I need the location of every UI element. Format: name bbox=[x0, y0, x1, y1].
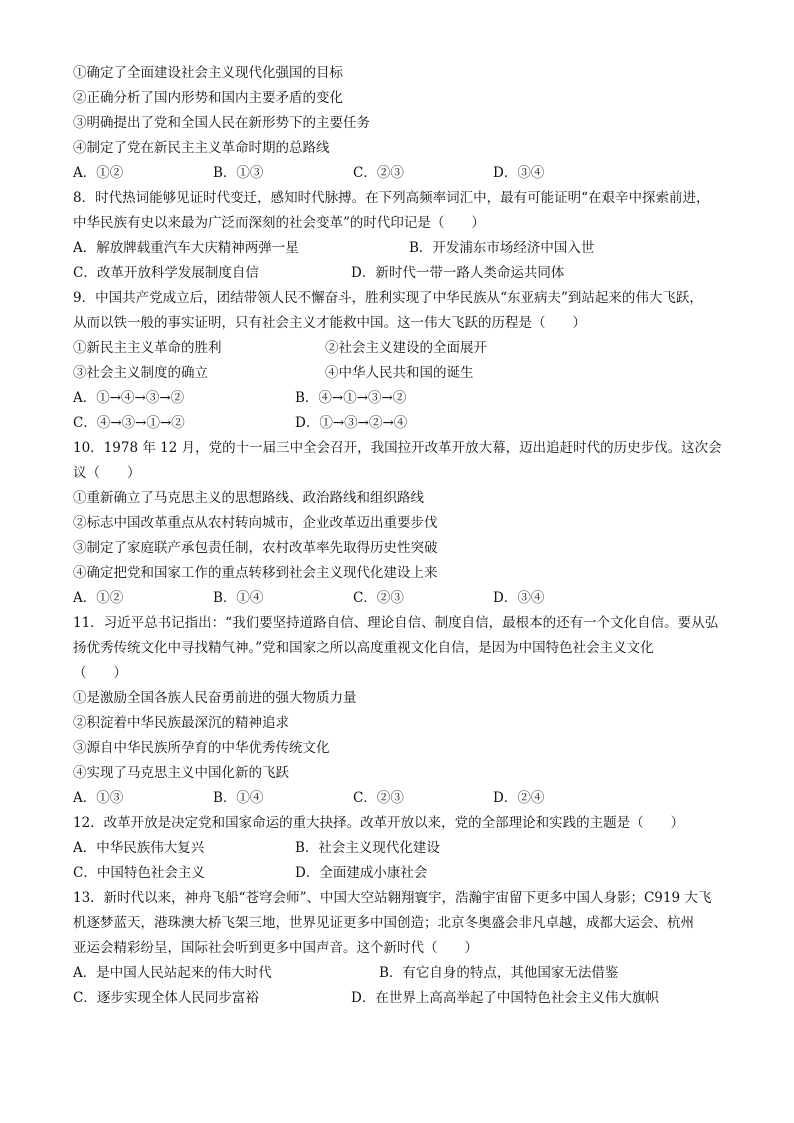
q9-option-c[interactable]: C．④→③→①→② bbox=[73, 415, 185, 431]
q10-option-a[interactable]: A．①② bbox=[73, 590, 124, 606]
q7-item-1: ①确定了全面建设社会主义现代化强国的目标 bbox=[73, 65, 343, 81]
q13-option-d[interactable]: D．在世界上高高举起了中国特色社会主义伟大旗帜 bbox=[351, 990, 659, 1006]
q7-item-3: ③明确提出了党和全国人民在新形势下的主要任务 bbox=[73, 115, 370, 131]
q10-item-1: ①重新确立了马克思主义的思想路线、政治路线和组织路线 bbox=[73, 490, 424, 506]
q10-option-c[interactable]: C．②③ bbox=[353, 590, 404, 606]
q9-items-row-1 bbox=[73, 339, 733, 357]
q9-item-3: ③社会主义制度的确立 bbox=[73, 365, 208, 381]
q11-options bbox=[73, 789, 733, 807]
q12-options-row-2 bbox=[73, 864, 733, 882]
q9-stem-line-2: 从而以铁一般的事实证明，只有社会主义才能救中国。这一伟大飞跃的历程是（ ） bbox=[73, 315, 586, 331]
q10-options bbox=[73, 589, 733, 607]
q8-option-d[interactable]: D．新时代一带一路人类命运共同体 bbox=[351, 265, 565, 281]
q10-item-3: ③制定了家庭联产承包责任制，农村改革率先取得历史性突破 bbox=[73, 540, 438, 556]
q7-option-d[interactable]: D．③④ bbox=[493, 165, 545, 181]
q8-option-a[interactable]: A．解放牌载重汽车大庆精神两弹一星 bbox=[73, 240, 299, 256]
q7-item-4: ④制定了党在新民主主义革命时期的总路线 bbox=[73, 140, 330, 156]
q7-option-b[interactable]: B．①③ bbox=[213, 165, 264, 181]
q13-option-b[interactable]: B．有它自身的特点，其他国家无法借鉴 bbox=[379, 965, 619, 981]
q9-option-a[interactable]: A．①→④→③→② bbox=[73, 390, 185, 406]
q11-item-3: ③源自中华民族所孕育的中华优秀传统文化 bbox=[73, 740, 330, 756]
q9-stem-line-1: 9．中国共产党成立后，团结带领人民不懈奋斗，胜利实现了中华民族从“东亚病夫”到站起来的伟大飞跃， bbox=[73, 290, 703, 306]
q7-item-2: ②正确分析了国内形势和国内主要矛盾的变化 bbox=[73, 90, 343, 106]
q11-stem-line-3: （ ） bbox=[73, 665, 127, 681]
q7-options bbox=[73, 164, 733, 182]
q11-option-b[interactable]: B．①④ bbox=[213, 790, 264, 806]
q7-option-a[interactable]: A．①② bbox=[73, 165, 124, 181]
q8-stem-line-1: 8．时代热词能够见证时代变迁，感知时代脉搏。在下列高频率词汇中，最有可能证明“在艰辛中探索前进， bbox=[73, 190, 710, 206]
q9-items-row-2 bbox=[73, 364, 733, 382]
q11-option-c[interactable]: C．②③ bbox=[353, 790, 404, 806]
q11-item-1: ①是激励全国各族人民奋勇前进的强大物质力量 bbox=[73, 690, 357, 706]
q12-option-c[interactable]: C．中国特色社会主义 bbox=[73, 865, 205, 881]
q13-stem-line-1: 13．新时代以来，神舟飞船“苍穹会师”、中国大空站翱翔寰宇，浩瀚宇宙留下更多中国人身影；C919 大飞 bbox=[73, 890, 712, 906]
q11-stem-line-1: 11．习近平总书记指出：“我们要坚持道路自信、理论自信、制度自信，最根本的还有一个文化自信。要从弘 bbox=[73, 615, 719, 631]
q13-stem-line-2: 机逐梦蓝天，港珠澳大桥飞架三地，世界见证更多中国创造；北京冬奥盛会非凡卓越，成都大运会、杭州 bbox=[73, 915, 694, 931]
q9-options-row-1 bbox=[73, 389, 733, 407]
q8-options-row-1 bbox=[73, 239, 733, 257]
q9-item-2: ②社会主义建设的全面展开 bbox=[325, 340, 487, 356]
q10-option-b[interactable]: B．①④ bbox=[213, 590, 264, 606]
q13-option-a[interactable]: A．是中国人民站起来的伟大时代 bbox=[73, 965, 272, 981]
q9-item-4: ④中华人民共和国的诞生 bbox=[325, 365, 474, 381]
q12-options-row-1 bbox=[73, 839, 733, 857]
q11-item-4: ④实现了马克思主义中国化新的飞跃 bbox=[73, 765, 289, 781]
q11-option-a[interactable]: A．①③ bbox=[73, 790, 124, 806]
q12-option-b[interactable]: B．社会主义现代化建设 bbox=[295, 840, 440, 856]
q13-stem-line-3: 亚运会精彩纷呈，国际社会听到更多中国声音。这个新时代（ ） bbox=[73, 940, 478, 956]
q7-option-c[interactable]: C．②③ bbox=[353, 165, 404, 181]
q10-item-4: ④确定把党和国家工作的重点转移到社会主义现代化建设上来 bbox=[73, 565, 438, 581]
q8-stem-line-2: 中华民族有史以来最为广泛而深刻的社会变革”的时代印记是（ ） bbox=[73, 215, 485, 231]
q13-option-c[interactable]: C．逐步实现全体人民同步富裕 bbox=[73, 990, 259, 1006]
q11-stem-line-2: 扬优秀传统文化中寻找精气神。”党和国家之所以高度重视文化自信，是因为中国特色社会主义文化 bbox=[73, 640, 654, 656]
q10-stem-line-1: 10．1978 年 12 月，党的十一届三中全会召开，我国拉开改革开放大幕，迈出追赶时代的历史步伐。这次会 bbox=[73, 440, 722, 456]
q9-options-row-2 bbox=[73, 414, 733, 432]
q11-item-2: ②积淀着中华民族最深沉的精神追求 bbox=[73, 715, 289, 731]
q8-option-b[interactable]: B．开发浦东市场经济中国入世 bbox=[409, 240, 595, 256]
q11-option-d[interactable]: D．②④ bbox=[493, 790, 545, 806]
q9-item-1: ①新民主主义革命的胜利 bbox=[73, 340, 222, 356]
q9-option-d[interactable]: D．①→③→②→④ bbox=[295, 415, 408, 431]
q10-stem-line-2: 议（ ） bbox=[73, 465, 141, 481]
q8-option-c[interactable]: C．改革开放科学发展制度自信 bbox=[73, 265, 259, 281]
q10-item-2: ②标志中国改革重点从农村转向城市，企业改革迈出重要步伐 bbox=[73, 515, 438, 531]
q10-option-d[interactable]: D．③④ bbox=[493, 590, 545, 606]
q13-options-row-2 bbox=[73, 989, 733, 1007]
q12-option-a[interactable]: A．中华民族伟大复兴 bbox=[73, 840, 205, 856]
q12-option-d[interactable]: D．全面建成小康社会 bbox=[295, 865, 428, 881]
q8-options-row-2 bbox=[73, 264, 733, 282]
q9-option-b[interactable]: B．④→①→③→② bbox=[295, 390, 407, 406]
q12-stem: 12．改革开放是决定党和国家命运的重大抉择。改革开放以来，党的全部理论和实践的主题是（ ） bbox=[73, 815, 685, 831]
q13-options-row-1 bbox=[73, 964, 733, 982]
